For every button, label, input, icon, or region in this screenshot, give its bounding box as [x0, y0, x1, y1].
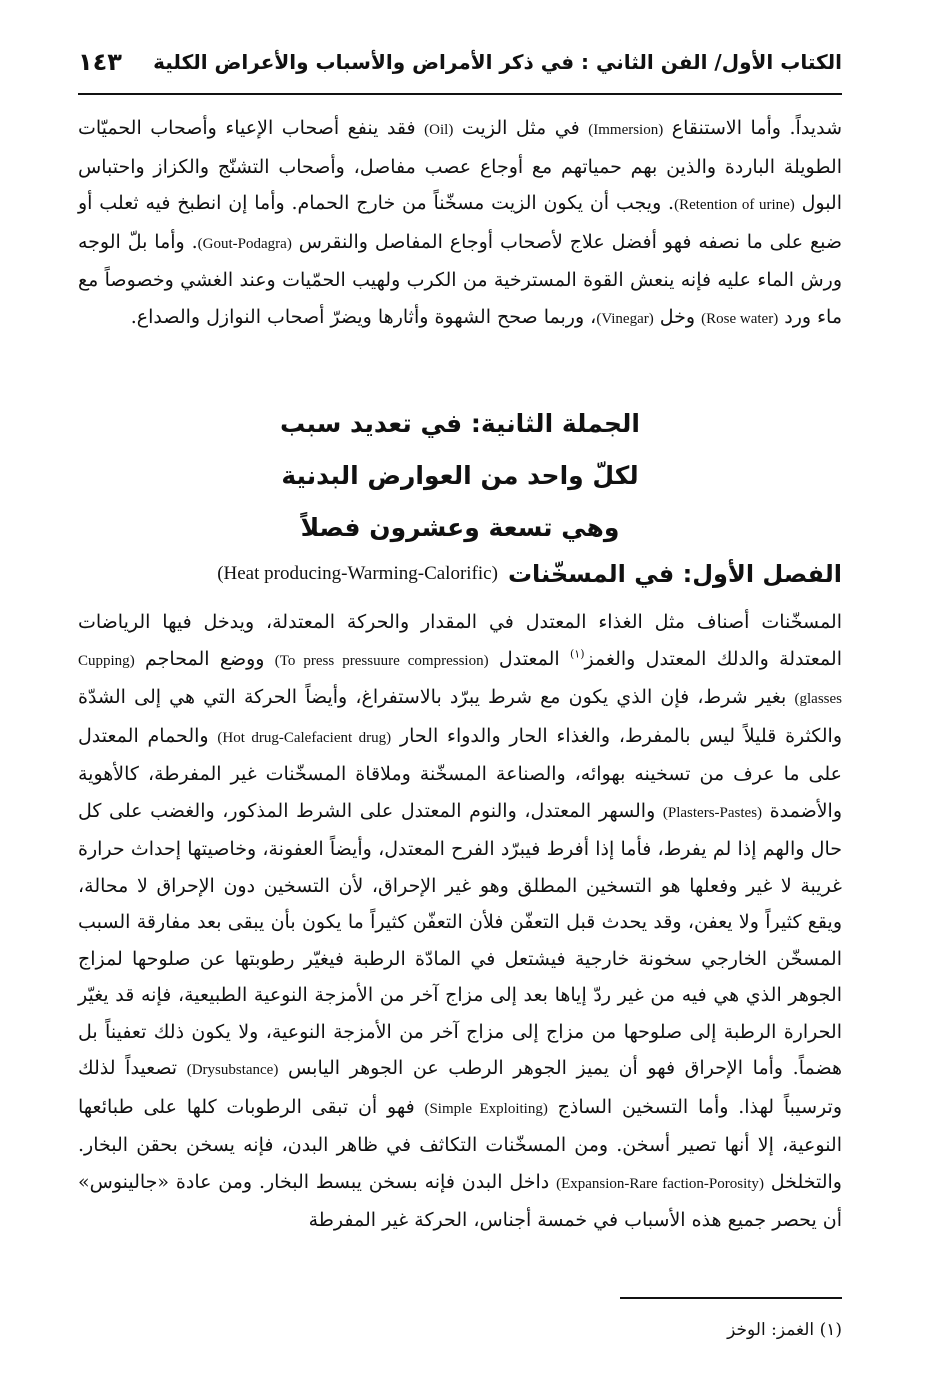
p2-text: داخل البدن فإنه بسخن يبسط البخار. ومن عادة «جالينوس» أن يحصر جميع هذه الأسباب في خمسة أجناس، الحركة غير المفرطة: [78, 1170, 842, 1231]
p2-term-simple: (Simple Exploiting): [424, 1100, 548, 1117]
footnote-rule: [620, 1297, 842, 1299]
p1-term-retention: (Retention of urine): [674, 197, 795, 213]
chapter-heading: [78, 552, 842, 596]
p1-term-immersion: (Immersion): [588, 122, 664, 138]
section-heading-line-2: لكلّ واحد من العوارض البدنية: [281, 461, 639, 490]
p1-text: شديداً. وأما الاستنقاع: [663, 117, 842, 139]
section-heading-line-1: الجملة الثانية: في تعديد سبب: [280, 409, 640, 438]
footnote-marker: (١): [819, 1320, 842, 1340]
p2-term-hotdrug: (Hot drug-Calefacient drug): [217, 729, 392, 746]
p2-term-press: (To press pressuure compression): [274, 652, 489, 669]
page-number: ١٤٣: [78, 48, 122, 76]
p1-text: فقد ينفع أصحاب الإعياء وأصحاب الحميّات الطويلة الباردة والذين بهم حمياتهم مع أوجاع عصب مفاصل، وأصحاب التشنّج والكزاز واحتباس البول: [78, 117, 842, 214]
p1-text: في مثل الزيت: [453, 117, 589, 139]
p2-text: ووضع المحاجم: [134, 647, 275, 670]
p2-text: والحمام المعتدل على ما عرف من تسخينه بهوائه، والصناعة المسخّنة وملاقاة المسخّنات غير المفرطة، كالأهوية والأضمدة: [78, 724, 842, 822]
p2-term-plasters: (Plasters-Pastes): [662, 804, 763, 821]
p1-term-oil: (Oil): [424, 122, 454, 138]
chapter-title: الفصل الأول: في المسخّنات: [507, 560, 842, 588]
p2-text: فهو أن تبقى الرطوبات كلها على طبائعها النوعية، إلا أنها تصير أسخن. ومن المسخّنات التكاثف في ظاهر البدن، فإنه يسخن بحقن البخار. والتخلخل: [78, 1095, 842, 1193]
footnote: [500, 1318, 842, 1342]
p2-term-expansion: (Expansion-Rare faction-Porosity): [556, 1175, 764, 1192]
p1-text: . وأما بلّ الوجه ورش الماء عليه فإنه ينعش القوة المسترخية من الكرب ولهيب الحمّيات وعند الغشي وخصوصاً مع ماء ورد: [78, 230, 842, 328]
p1-text: وخل: [653, 305, 702, 328]
p2-term-cupping: (Cupping glasses): [78, 652, 842, 707]
p2-text: والسهر المعتدل، والنوم المعتدل على الشرط المذكور، والغضب على كل حال والهم إذا لم يفرط، فأما إذا أفرط فيبرّد الفرح المعتدل، وأيضاً العفونة، وخاصيتها إحداث حرارة غريبة لا غير وفعلها هو التسخين المطلق وهو غير الإحراق، لأن التسخين دون الإحراق لا محالة، ويقع كثيراً ولا يعفن، وقد يحدث قبل التعفّن فلأن التعفّن كثيراً ما يكون بأن يبقى بعد مفارقة السبب المسخّن الخارجي سخونة خارجية فيشتعل في المادّة الرطبة فيغيّر رطوبتها عن صلوحها لمزاج الجوهر الذي هي فيه من غير ردّ إياها بعد إلى مزاج آخر من الأمزجة النوعية الطبيعية، فإنه قد يغيّر الحرارة الرطبة إلى صلوحها من مزاج إلى مزاج آخر من الأمزجة النوعية، ولا يكون ذلك تعفيناً بل هضماً. وأما الإحراق فهو أن يميز الجوهر الرطب عن الجوهر اليابس: [78, 799, 842, 1079]
page-header: [78, 40, 842, 84]
p1-term-vinegar: (Vinegar): [596, 310, 654, 327]
chapter-english-title: (Heat producing-Warming-Calorific): [217, 563, 498, 584]
header-rule: [78, 93, 842, 95]
footnote-ref: (١): [569, 647, 585, 661]
section-heading-line-3: وهي تسعة وعشرون فصلاً: [300, 513, 620, 542]
p2-text: المعتدل: [488, 647, 570, 670]
footnote-text: الغمز: الوخز: [727, 1320, 815, 1340]
section-heading: [200, 398, 720, 554]
p1-text: ، وربما صحح الشهوة وأثارها ويضرّ أصحاب النوازل والصداع.: [130, 305, 597, 328]
p1-term-gout: (Gout-Podagra): [197, 235, 292, 252]
p2-text: بغير شرط، فإن الذي يكون مع شرط يبرّد بالاستفراغ، وأيضاً الحركة التي هي إلى الشدّة والكثرة قليلاً ليس بالمفرط، والغذاء الحار والدواء الحار: [78, 686, 842, 747]
p2-text: المسخّنات أصناف مثل الغذاء المعتدل في المقدار والحركة المعتدلة، ويدخل فيها الرياضات المعتدلة والدلك المعتدل والغمز: [78, 611, 842, 670]
running-title: الكتاب الأول/ الفن الثاني : في ذكر الأمراض والأسباب والأعراض الكلية: [153, 50, 842, 74]
p1-term-rosewater: (Rose water): [701, 310, 779, 327]
p1-text: . ويجب أن يكون الزيت مسخّناً من خارج الحمام. وأما إن انطبخ فيه ثعلب أو ضبع على ما نصفه فهو أفضل علاج لأصحاب أوجاع المفاصل والنقرس: [78, 192, 842, 253]
paragraph-bathing: [78, 110, 842, 337]
p2-term-drysubstance: (Drysubstance): [186, 1062, 279, 1078]
paragraph-warming: [78, 604, 842, 1239]
p2-text: تصعيداً لذلك وترسيباً لهذا. وأما التسخين الساذج: [78, 1057, 842, 1118]
